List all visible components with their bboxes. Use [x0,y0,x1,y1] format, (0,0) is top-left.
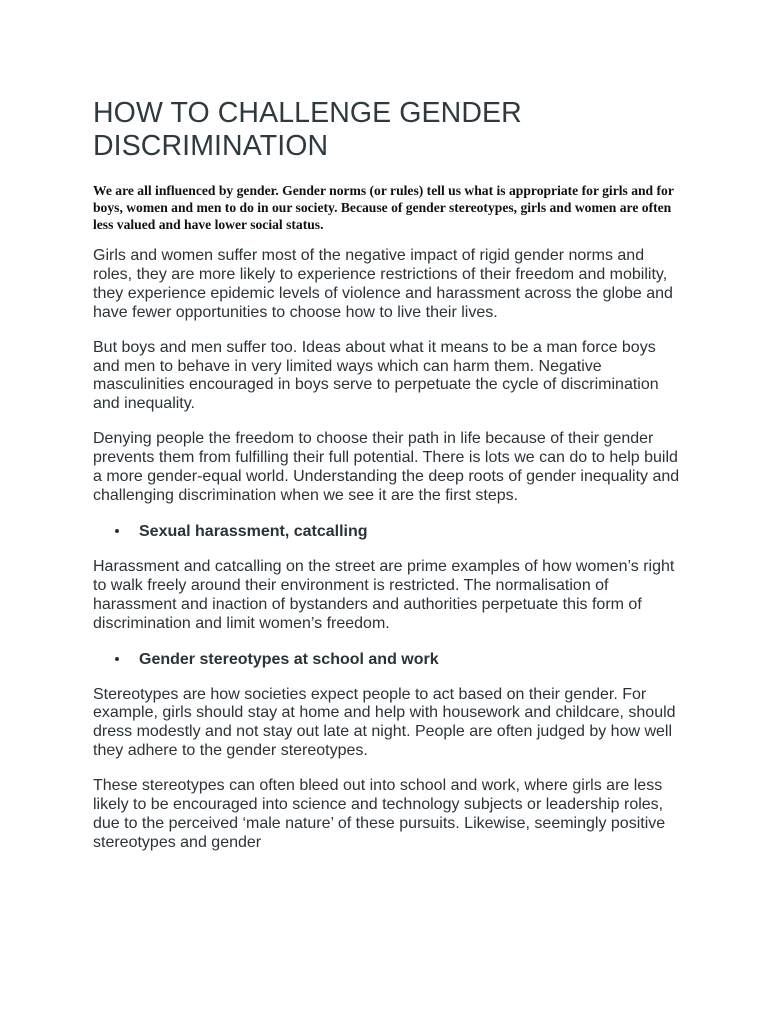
bullet-heading-stereotypes [93,650,680,669]
paragraph-freedom-to-choose: Denying people the freedom to choose their path in life because of their gender prevents them from fulfilling their full potential. There is lots we can do to help build a more gender-equal world. Understanding the deep roots of gender inequality and challenging discrimination when we see it are the first steps. [93,430,680,504]
paragraph-harassment: Harassment and catcalling on the street are prime examples of how women’s right to walk freely around their environment is restricted. The normalisation of harassment and inaction of bystanders and authorities perpetuate this form of discrimination and limit women’s freedom. [93,557,675,632]
paragraph-boys-and-men: But boys and men suffer too. Ideas about what it means to be a man force boys and men to behave in very limited ways which can harm them. Negative masculinities encouraged in boys serve to perpetuate the cycle of discrimination and inequality. [93,338,659,413]
bullet-heading-label: Gender stereotypes at school and work [139,650,439,668]
bullet-heading-harassment [93,522,680,541]
title-line-2: DISCRIMINATION [93,130,329,162]
bullet-dot-icon [115,529,119,533]
paragraph-impact-on-girls: Girls and women suffer most of the negative impact of rigid gender norms and roles, they are more likely to experience restrictions of their freedom and mobility, they experience epidemic levels of violence and harassment across the globe and have fewer opportunities to choose how to live their lives. [93,247,673,321]
paragraph-stereotypes-definition: Stereotypes are how societies expect people to act based on their gender. For example, girls should stay at home and help with housework and childcare, should dress modestly and not stay out late at night. People are often judged by how well they adhere to the gender stereotypes. [93,685,676,760]
title-line-1: HOW TO CHALLENGE GENDER [93,97,522,129]
bullet-dot-icon [115,657,119,661]
intro-paragraph: We are all influenced by gender. Gender norms (or rules) tell us what is appropriate for girls and for boys, women and men to do in our society. Because of gender stereotypes, girls and women are often less valued and have lower social status. [93,183,674,232]
bullet-heading-label: Sexual harassment, catcalling [139,522,368,540]
paragraph-stereotypes-school-work: These stereotypes can often bleed out into school and work, where girls are less likely to be encouraged into science and technology subjects or leadership roles, due to the perceived ‘male nature’ of these pursuits. Likewise, seemingly positive stereotypes and gender [93,777,666,851]
page-title [93,97,680,163]
